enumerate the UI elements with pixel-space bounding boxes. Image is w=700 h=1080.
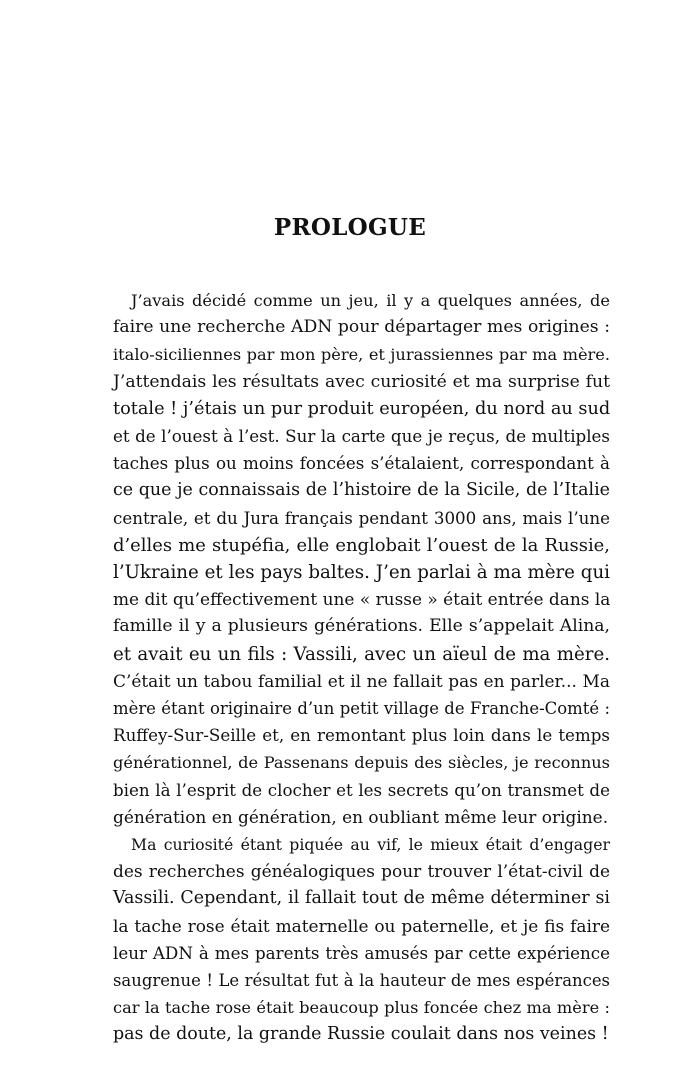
text-line: et de l’ouest à l’est. Sur la carte que je reçus, de multiples [113,426,610,447]
text-line: génération en génération, en oubliant même leur origine. [113,806,609,827]
text-line: et avait eu un fils : Vassili, avec un aïeul de ma mère. [113,643,610,665]
text-line: famille il y a plusieurs générations. Elle s’appelait Alina, [113,616,610,637]
text-line: générationnel, de Passenans depuis des siècles, je reconnus [113,753,610,773]
text-line: d’elles me stupéfia, elle englobait l’ouest de la Russie, [113,534,610,556]
chapter-title: PROLOGUE [273,214,427,241]
text-line: des recherches généalogiques pour trouver l’état-civil de [113,861,610,882]
paragraph-2 [113,831,610,1049]
text-line: totale ! j’étais un pur produit européen, du nord au sud [113,398,611,419]
text-line: taches plus ou moins foncées s’étalaient, correspondant à [113,453,610,474]
chapter-body [113,287,610,1049]
text-line: C’était un tabou familial et il ne fallait pas en parler... Ma [113,670,610,691]
text-line: l’Ukraine et les pays baltes. J’en parlai à ma mère qui [113,562,610,584]
text-line: J’attendais les résultats avec curiosité et ma surprise fut [113,371,610,392]
text-line: bien là l’esprit de clocher et les secrets qu’on transmet de [113,779,610,800]
text-line: Vassili. Cependant, il fallait tout de même déterminer si [113,888,610,909]
text-line: la tache rose était maternelle ou paternelle, et je fis faire [113,915,610,936]
text-line: J’avais décidé comme un jeu, il y a quelques années, de [131,291,610,310]
text-line: saugrenue ! Le résultat fut à la hauteur de mes espérances [113,971,610,991]
text-line: centrale, et du Jura français pendant 3000 ans, mais l’une [113,507,610,528]
text-line: italo-siciliennes par mon père, et jurassiennes par ma mère. [113,345,610,365]
paragraph-1 [113,287,610,831]
text-line: pas de doute, la grande Russie coulait dans nos veines ! [113,1024,609,1045]
text-line: Ruffey-Sur-Seille et, en remontant plus loin dans le temps [113,725,610,746]
text-line: leur ADN à mes parents très amusés par cette expérience [113,942,610,963]
text-line: ce que je connaissais de l’histoire de la Sicile, de l’Italie [113,480,610,501]
text-line: Ma curiosité étant piquée au vif, le mieux était d’engager [131,835,610,855]
text-line: faire une recherche ADN pour départager mes origines : [113,317,610,338]
text-line: me dit qu’effectivement une « russe » était entrée dans la [113,589,611,610]
text-line: mère étant originaire d’un petit village de Franche-Comté : [113,699,610,719]
text-line: car la tache rose était beaucoup plus foncée chez ma mère : [113,998,610,1018]
